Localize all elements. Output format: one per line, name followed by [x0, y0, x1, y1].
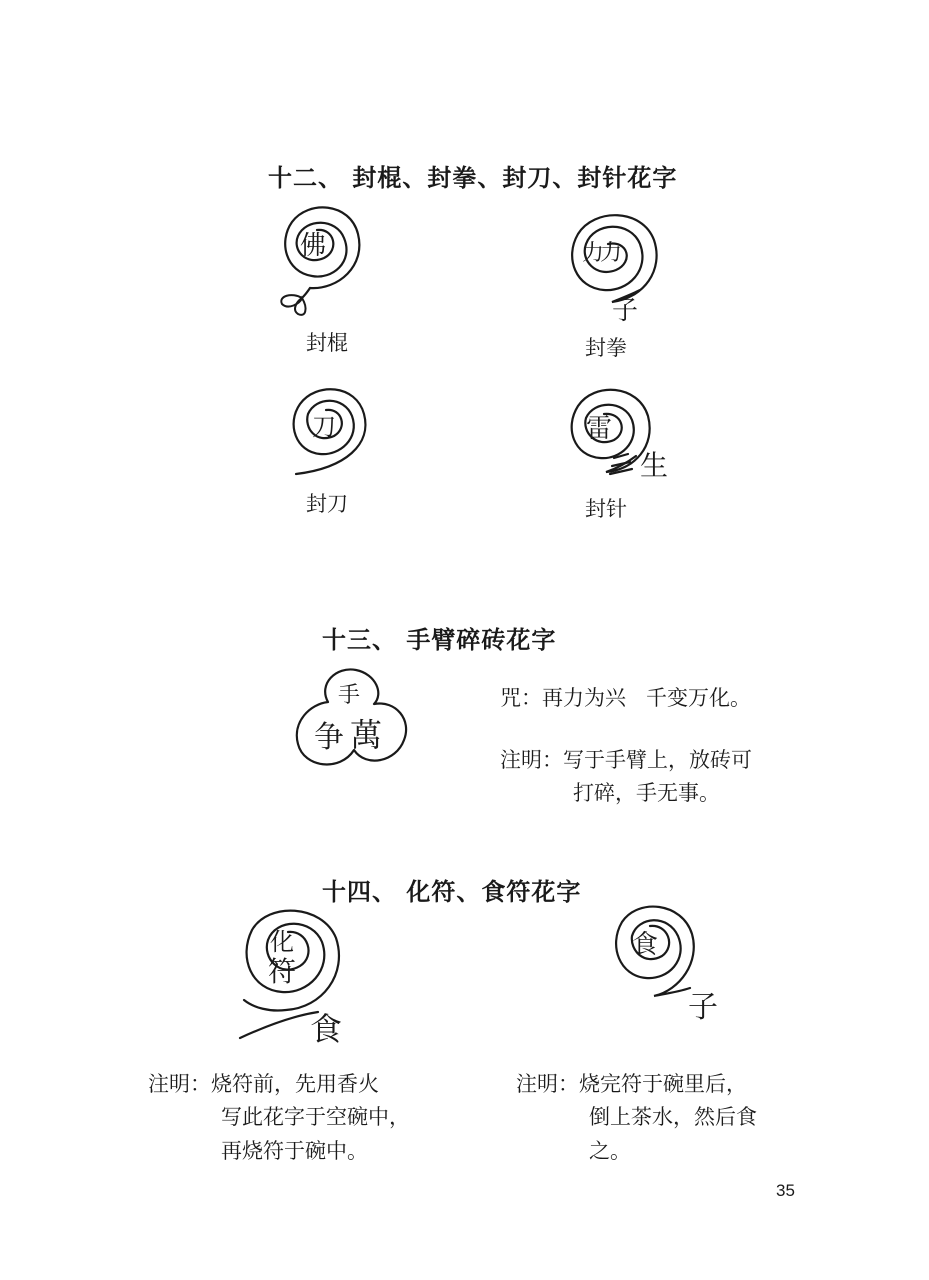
- note-label: 注明：: [500, 748, 563, 772]
- note-line-1: [500, 742, 752, 778]
- right-note-line-3: 之。: [589, 1139, 631, 1163]
- talisman-center-char: 佛: [300, 231, 327, 261]
- caption-fengdao: 封刀: [306, 492, 348, 516]
- talisman-tail-char: 子: [612, 296, 639, 326]
- section-14-heading: 十四、 化符、食符花字: [322, 877, 582, 906]
- section-13-heading: 十三、 手臂碎砖花字: [322, 625, 557, 654]
- left-note-label: 注明：: [148, 1072, 211, 1096]
- talisman-center-char: 刀: [312, 413, 336, 441]
- left-note-line-2: 写此花字于空碗中，: [221, 1105, 410, 1129]
- talisman-fengquan: [552, 198, 672, 328]
- caption-fengquan: 封拳: [585, 336, 627, 360]
- right-note-line-1: [516, 1066, 747, 1102]
- left-note-line-3: 再烧符于碗中。: [221, 1139, 368, 1163]
- right-note-text-1: 烧完符于碗里后，: [579, 1072, 747, 1096]
- talisman-center-char: 食: [632, 930, 659, 960]
- talisman-tail-char: 食: [310, 1010, 343, 1048]
- left-note-text-1: 烧符前，先用香火: [211, 1072, 379, 1096]
- talisman-brick: [288, 664, 418, 776]
- right-note-label: 注明：: [516, 1072, 579, 1096]
- section-12-heading: 十二、 封棍、封拳、封刀、封针花字: [268, 163, 678, 192]
- spell-text: 再力为兴 千变万化。: [542, 686, 752, 710]
- spell-line: [500, 680, 751, 716]
- left-note-line-1: [148, 1066, 379, 1102]
- note-text-1: 写于手臂上，放砖可: [563, 748, 752, 772]
- caption-fengzhen: 封针: [585, 497, 627, 521]
- talisman-right-char: 萬: [350, 716, 383, 754]
- talisman-shifu: [602, 900, 732, 1025]
- caption-fenggun: 封棍: [306, 331, 348, 355]
- talisman-fengdao: [276, 374, 376, 479]
- talisman-tail-char: 子: [688, 990, 718, 1025]
- talisman-center-char: 力力: [582, 241, 619, 266]
- talisman-tail-char: 生: [640, 449, 669, 482]
- talisman-center-char-2: 符: [268, 955, 297, 988]
- talisman-top-char: 手: [338, 683, 361, 708]
- spell-label: 咒：: [500, 686, 542, 710]
- page-number: 35: [776, 1181, 795, 1200]
- talisman-left-char: 争: [314, 720, 344, 755]
- talisman-fengzhen: [552, 374, 682, 494]
- note-line-2: 打碎，手无事。: [573, 781, 720, 805]
- talisman-huafu: [226, 900, 356, 1050]
- talisman-fenggun: [262, 192, 372, 322]
- talisman-center-char: 雷: [586, 414, 613, 444]
- talisman-center-char-1: 化: [270, 928, 294, 956]
- right-note-line-2: 倒上茶水，然后食: [589, 1105, 757, 1129]
